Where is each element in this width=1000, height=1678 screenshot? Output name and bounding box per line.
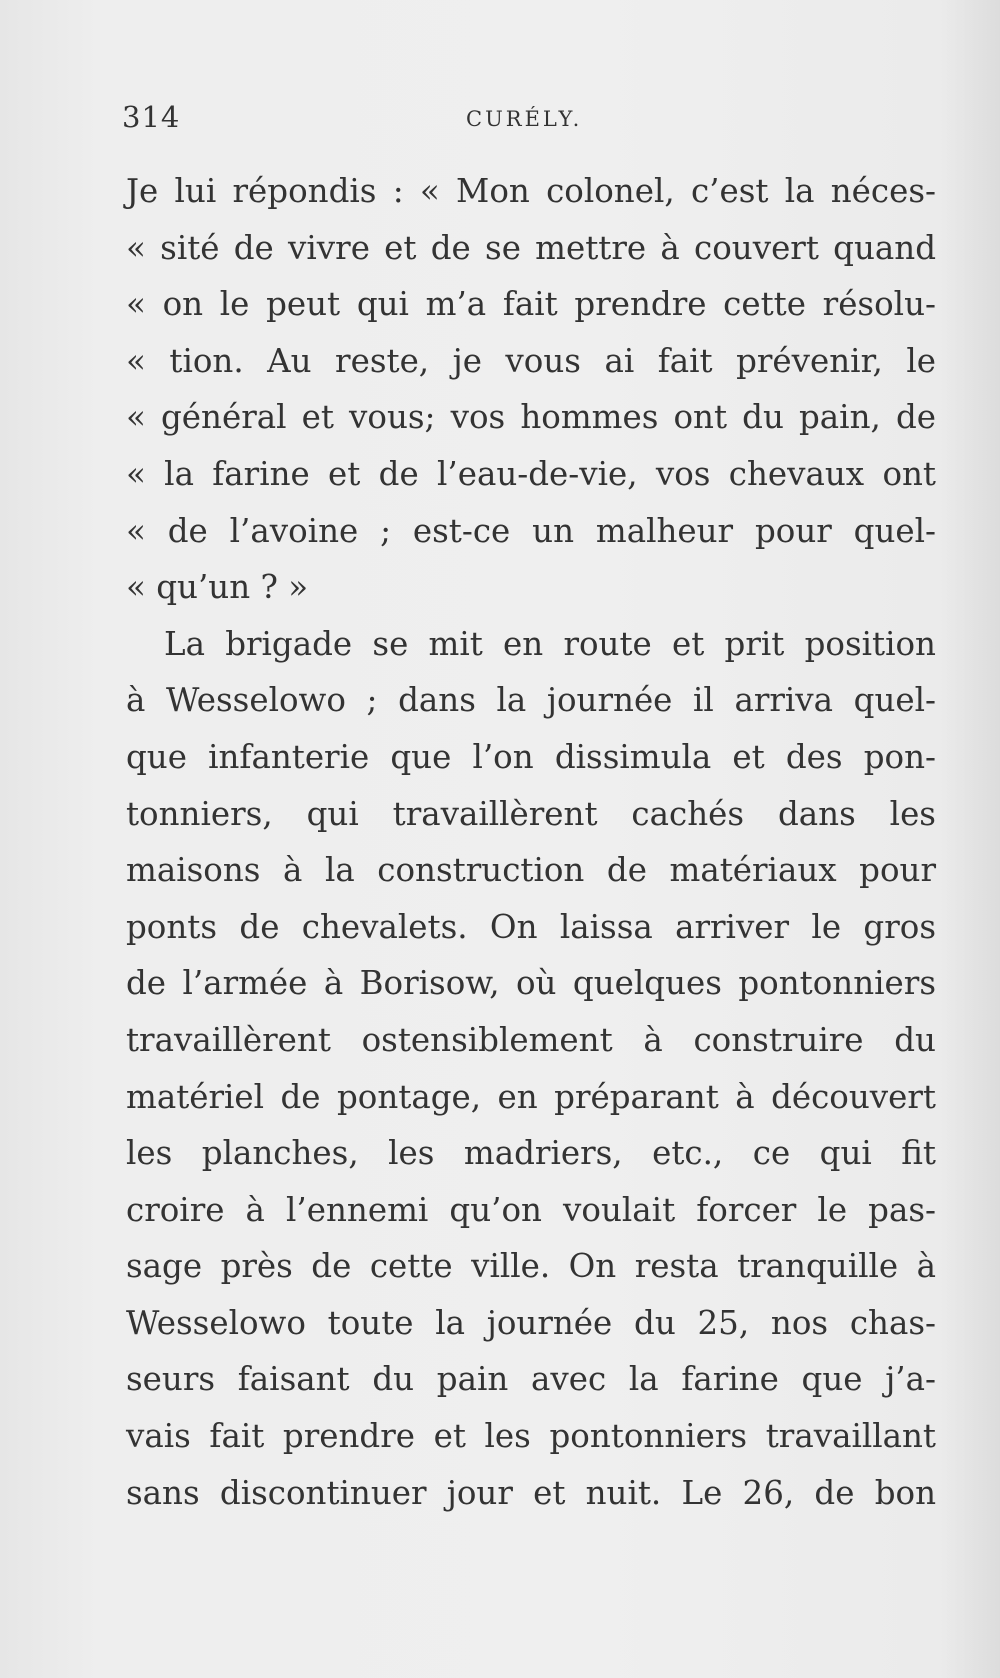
text-line: « on le peut qui m’a fait prendre cette résolu-: [126, 285, 936, 324]
text-line: ponts de chevalets. On laissa arriver le gros: [126, 907, 936, 946]
text-line: « tion. Au reste, je vous ai fait prévenir, le: [126, 341, 936, 380]
text-line: que infanterie que l’on dissimula et des pon-: [126, 737, 936, 776]
text-line: tonniers, qui travaillèrent cachés dans les: [126, 794, 936, 833]
running-head: CURÉLY.: [466, 107, 583, 131]
text-line: « la farine et de l’eau-de-vie, vos chevaux ont: [126, 454, 936, 493]
text-line: maisons à la construction de matériaux pour: [126, 851, 936, 890]
text-line: à Wesselowo ; dans la journée il arriva quel-: [126, 681, 936, 720]
text-line: travaillèrent ostensiblement à construire du: [126, 1020, 936, 1059]
text-line: « sité de vivre et de se mettre à couvert quand: [126, 228, 936, 267]
text-line: vais fait prendre et les pontonniers travaillant: [126, 1417, 936, 1456]
text-line: Wesselowo toute la journée du 25, nos chas-: [126, 1303, 936, 1342]
page-number: 314: [122, 100, 181, 134]
paragraph-first-line: La brigade se mit en route et prit position: [164, 624, 936, 663]
text-line: « général et vous; vos hommes ont du pain, de: [126, 398, 936, 437]
text-line: croire à l’ennemi qu’on voulait forcer le pas-: [126, 1190, 936, 1229]
text-line: de l’armée à Borisow, où quelques pontonniers: [126, 964, 936, 1003]
text-line: seurs faisant du pain avec la farine que j’a-: [126, 1360, 936, 1399]
text-line: matériel de pontage, en préparant à découvert: [126, 1077, 936, 1116]
text-line: « qu’un ? »: [126, 568, 309, 607]
text-line: sage près de cette ville. On resta tranquille à: [126, 1247, 936, 1286]
page-header: [122, 100, 942, 140]
body-text: [126, 163, 936, 1521]
text-line: Je lui répondis : « Mon colonel, c’est la néces-: [126, 172, 936, 210]
text-line: sans discontinuer jour et nuit. Le 26, de bon: [126, 1473, 936, 1512]
text-line: « de l’avoine ; est-ce un malheur pour quel-: [126, 511, 936, 550]
text-line: les planches, les madriers, etc., ce qui fit: [126, 1134, 936, 1173]
page-gutter-shadow: [940, 0, 1000, 1678]
